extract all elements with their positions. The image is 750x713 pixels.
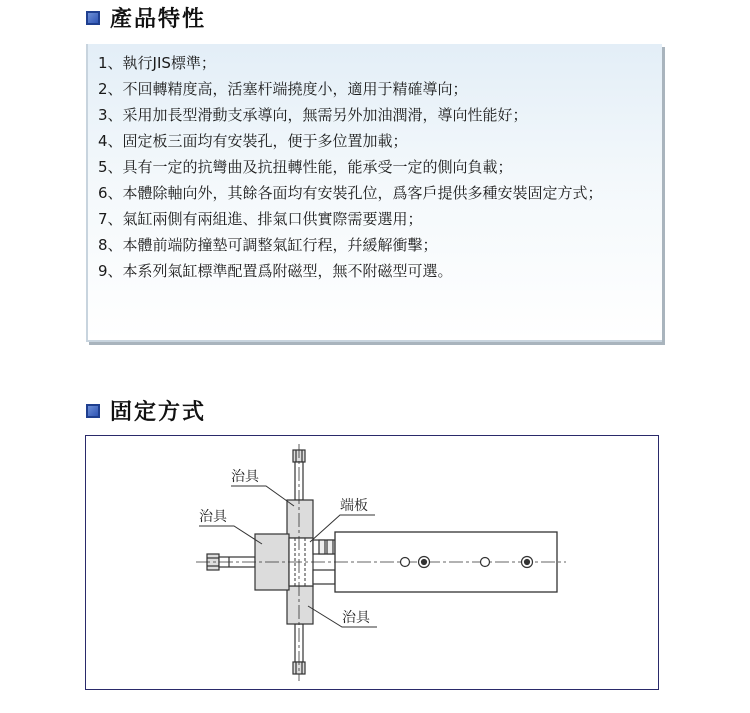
feature-item-4	[98, 128, 662, 154]
features-title: 產品特性	[110, 7, 207, 32]
feature-num: 4、	[98, 132, 123, 150]
feature-text: 不回轉精度高，活塞杆端撓度小，適用于精確導向；	[122, 80, 468, 98]
feature-item-1	[98, 50, 662, 76]
feature-num: 5、	[98, 158, 123, 176]
feature-item-7	[98, 206, 662, 232]
mounting-title: 固定方式	[110, 400, 207, 425]
label-end-plate: 端板	[340, 498, 368, 514]
mounting-diagram	[85, 435, 659, 690]
feature-item-9	[98, 258, 662, 284]
feature-num: 8、	[98, 236, 123, 254]
features-heading	[86, 2, 206, 33]
feature-num: 3、	[98, 106, 123, 124]
leader-fixture-left	[199, 526, 262, 544]
feature-item-2	[98, 76, 662, 102]
feature-num: 6、	[98, 184, 123, 202]
feature-item-6	[98, 180, 662, 206]
feature-text: 本體前端防撞墊可調整氣缸行程，幷緩解衝擊；	[122, 236, 438, 254]
features-panel	[86, 44, 662, 342]
feature-num: 9、	[98, 262, 123, 280]
feature-num: 2、	[98, 80, 123, 98]
feature-num: 7、	[98, 210, 123, 228]
label-fixture-bottom: 治具	[342, 610, 370, 626]
feature-text: 本體除軸向外，其餘各面均有安裝孔位，爲客戶提供多種安裝固定方式；	[122, 184, 603, 202]
feature-text: 本系列氣缸標準配置爲附磁型，無不附磁型可選。	[122, 262, 453, 280]
label-fixture-top: 治具	[231, 469, 259, 485]
mounting-drawing	[86, 436, 660, 691]
features-list	[98, 50, 662, 284]
fixture-top-block	[287, 500, 313, 538]
square-bullet-icon	[86, 404, 100, 418]
feature-item-5	[98, 154, 662, 180]
feature-num: 1、	[98, 54, 123, 72]
leader-fixture-top	[231, 486, 294, 506]
label-fixture-left: 治具	[199, 509, 227, 525]
mounting-heading	[86, 395, 206, 426]
feature-text: 固定板三面均有安裝孔，便于多位置加載；	[122, 132, 408, 150]
feature-item-3	[98, 102, 662, 128]
feature-text: 采用加長型滑動支承導向，無需另外加油潤滑，導向性能好；	[122, 106, 528, 124]
feature-text: 具有一定的抗彎曲及抗扭轉性能，能承受一定的側向負載；	[122, 158, 513, 176]
feature-text: 執行JIS標準；	[122, 54, 216, 72]
feature-item-8	[98, 232, 662, 258]
square-bullet-icon	[86, 11, 100, 25]
feature-text: 氣缸兩側有兩組進、排氣口供實際需要選用；	[122, 210, 423, 228]
fixture-bottom-block	[287, 586, 313, 624]
